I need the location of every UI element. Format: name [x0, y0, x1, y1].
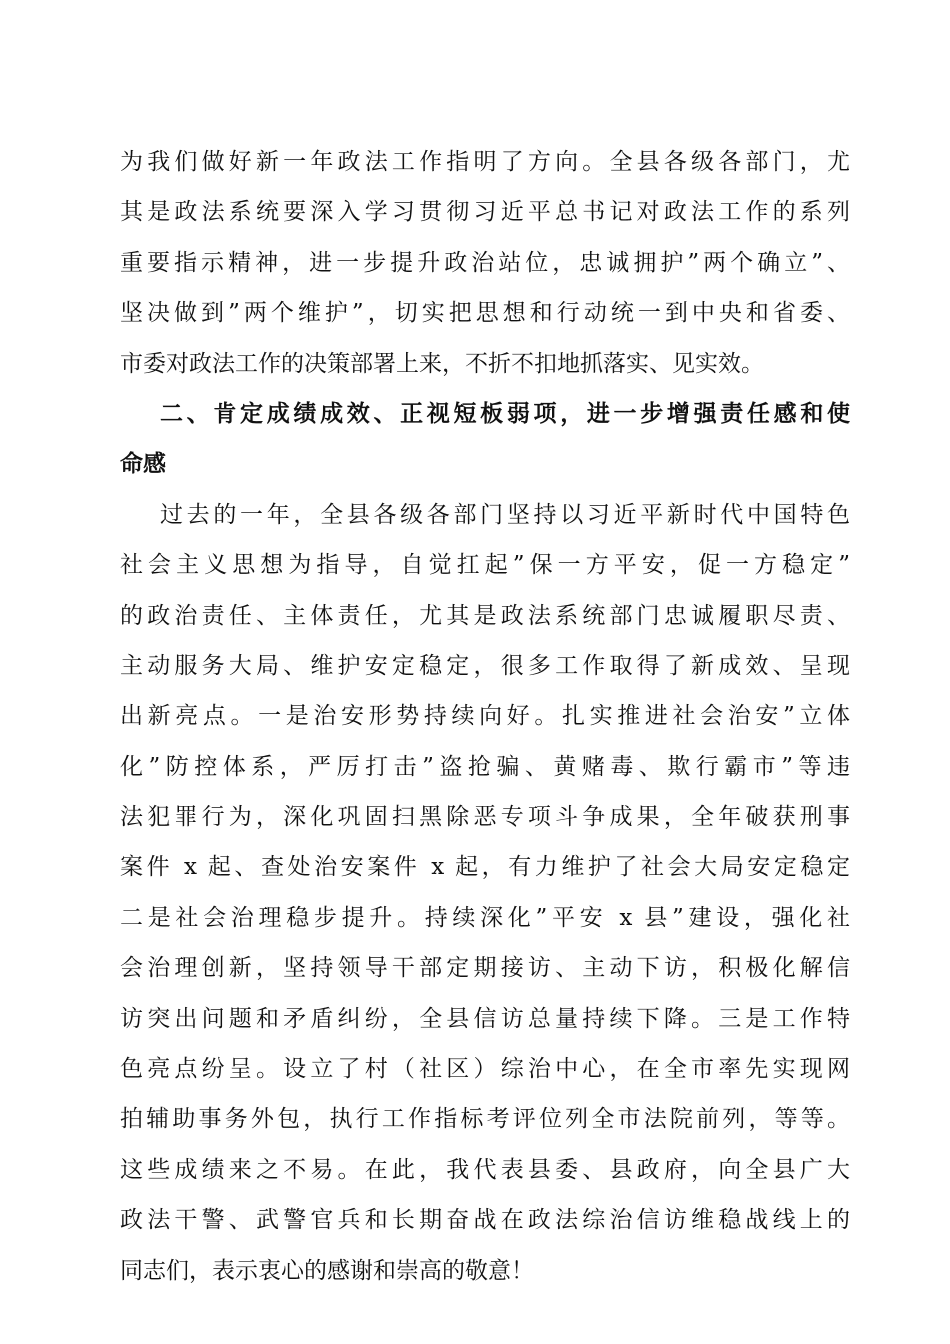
- text-line: 的政治责任、主体责任，尤其是政法系统部门忠诚履职尽责、: [120, 602, 850, 629]
- text-line: 这些成绩来之不易。在此，我代表县委、县政府，向全县广大: [120, 1156, 850, 1183]
- text-line: 重要指示精神，进一步提升政治站位，忠诚拥护”两个确立”、: [120, 249, 850, 276]
- text-line: 坚决做到”两个维护”，切实把思想和行动统一到中央和省委、: [120, 300, 850, 327]
- text-line: 市委对政法工作的决策部署上来，不折不扣地抓落实、见实效。: [120, 350, 764, 377]
- text-line: 其是政法系统要深入学习贯彻习近平总书记对政法工作的系列: [120, 199, 850, 226]
- text-line: 二是社会治理稳步提升。持续深化”平安 x 县”建设，强化社: [120, 904, 850, 931]
- heading-line: 命感: [120, 451, 166, 478]
- text-line: 法犯罪行为，深化巩固扫黑除恶专项斗争成果，全年破获刑事: [120, 804, 850, 831]
- heading-line: 二、肯定成绩成效、正视短板弱项，进一步增强责任感和使: [160, 400, 850, 427]
- document-body: [120, 137, 850, 1296]
- text-line: 拍辅助事务外包，执行工作指标考评位列全市法院前列，等等。: [120, 1106, 850, 1133]
- text-line: 同志们，表示衷心的感谢和崇高的敬意！: [120, 1257, 534, 1284]
- text-line: 色亮点纷呈。设立了村（社区）综治中心，在全市率先实现网: [120, 1056, 850, 1083]
- text-line: 会治理创新，坚持领导干部定期接访、主动下访，积极化解信: [120, 955, 850, 982]
- paragraph-1: [120, 137, 850, 389]
- paragraph-2: [120, 490, 850, 1296]
- text-line: 化”防控体系，严厉打击”盗抢骗、黄赌毒、欺行霸市”等违: [120, 753, 850, 780]
- text-line: 政法干警、武警官兵和长期奋战在政法综治信访维稳战线上的: [120, 1207, 850, 1234]
- text-line: 社会主义思想为指导，自觉扛起”保一方平安，促一方稳定”: [120, 552, 850, 579]
- text-line: 主动服务大局、维护安定稳定，很多工作取得了新成效、呈现: [120, 652, 850, 679]
- text-line: 案件 x 起、查处治安案件 x 起，有力维护了社会大局安定稳定: [120, 854, 850, 881]
- text-line: 出新亮点。一是治安形势持续向好。扎实推进社会治安”立体: [120, 703, 850, 730]
- text-line: 过去的一年，全县各级各部门坚持以习近平新时代中国特色: [160, 501, 850, 528]
- text-line: 为我们做好新一年政法工作指明了方向。全县各级各部门，尤: [120, 149, 850, 175]
- text-line: 访突出问题和矛盾纠纷，全县信访总量持续下降。三是工作特: [120, 1005, 850, 1032]
- section-heading-2: [120, 389, 850, 490]
